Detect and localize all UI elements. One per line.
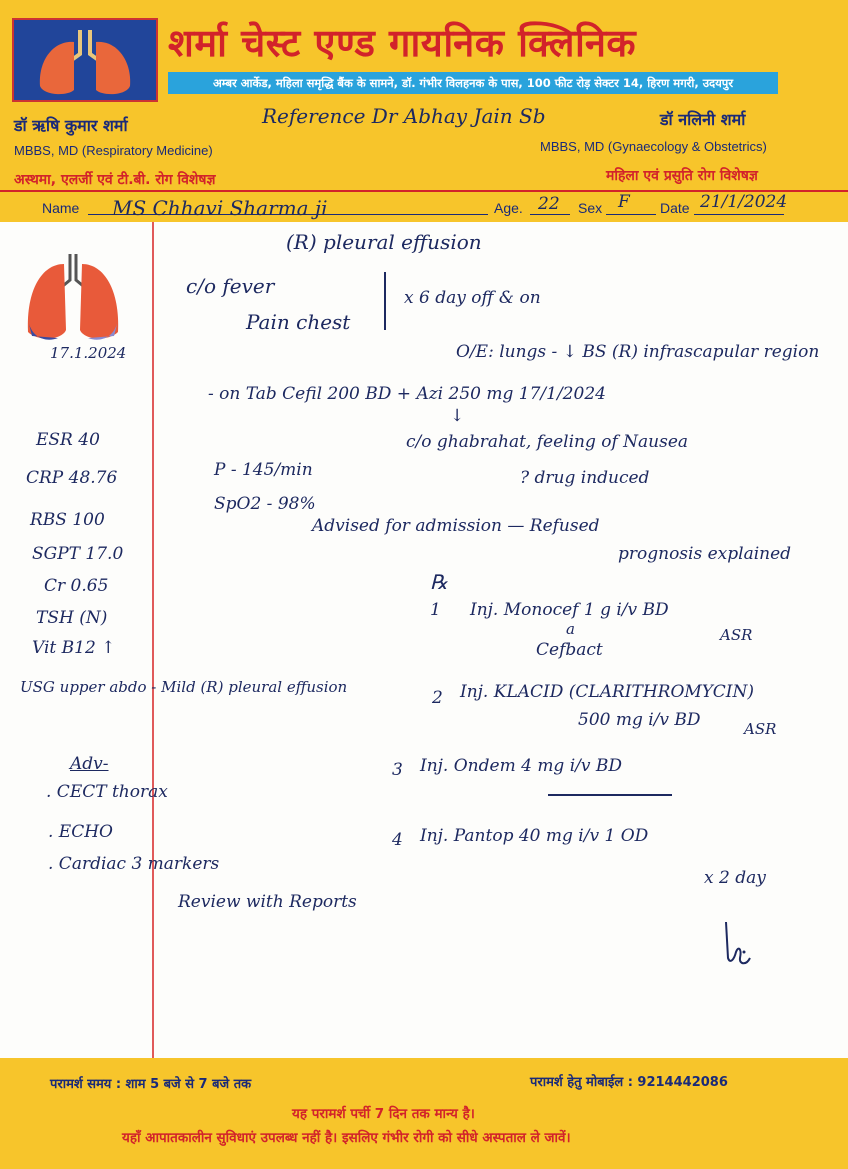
lab-sgpt: SGPT 17.0	[32, 544, 124, 564]
lab-tsh: TSH (N)	[36, 608, 108, 628]
rx-2-asr: ASR	[744, 720, 777, 738]
lab-rbs: RBS 100	[30, 510, 105, 530]
rx-2-line: Inj. KLACID (CLARITHROMYCIN)	[460, 682, 754, 702]
patient-name: MS Chhavi Sharma ji	[112, 196, 328, 220]
lab-crp: CRP 48.76	[26, 468, 118, 488]
rx-1-extra: a	[566, 620, 575, 638]
doctor-right-speciality: महिला एवं प्रसुति रोग विशेषज्ञ	[606, 168, 758, 184]
reference-note: Reference Dr Abhay Jain Sb	[262, 104, 546, 128]
complaint-nausea: c/o ghabrahat, feeling of Nausea	[406, 432, 689, 452]
review-note: Review with Reports	[178, 892, 357, 912]
sex-label: Sex	[578, 200, 603, 216]
rx-4-line: Inj. Pantop 40 mg i/v 1 OD	[420, 826, 649, 846]
clinic-name: शर्मा चेस्ट एण्ड गायनिक क्लिनिक	[168, 21, 637, 65]
complaint-fever: c/o fever	[186, 274, 275, 298]
name-label: Name	[42, 200, 80, 216]
lungs-logo-icon	[12, 18, 158, 102]
letterhead	[0, 0, 848, 222]
lab-creatinine: Cr 0.65	[44, 576, 109, 596]
lab-usg: USG upper abdo - Mild (R) pleural effusion	[20, 678, 348, 696]
date-underline	[694, 214, 784, 215]
rx-3-num: 3	[392, 760, 403, 780]
rx-1-line: Inj. Monocef 1 g i/v BD	[470, 600, 669, 620]
age-underline	[530, 214, 570, 215]
slip-validity: यह परामर्श पर्ची 7 दिन तक मान्य है।	[292, 1106, 475, 1122]
advice-cardiac: . Cardiac 3 markers	[48, 854, 220, 874]
rx-3-line: Inj. Ondem 4 mg i/v BD	[420, 756, 623, 776]
patient-sex: F	[618, 192, 630, 212]
doctor-left-degree: MBBS, MD (Respiratory Medicine)	[14, 143, 213, 158]
lab-vitb12: Vit B12 ↑	[32, 638, 116, 658]
footer	[0, 1058, 848, 1169]
emergency-note: यहाँ आपातकालीन सुविधाएं उपलब्ध नहीं है। इसलिए गंभीर रोगी को सीधे अस्पताल ले जावें।	[122, 1130, 571, 1146]
date-label: Date	[660, 200, 690, 216]
complaint-bracket	[384, 272, 386, 330]
rx-2-sub: 500 mg i/v BD	[578, 710, 701, 730]
doctor-signature	[720, 918, 760, 970]
patient-date: 21/1/2024	[700, 192, 788, 212]
rx-duration: x 2 day	[704, 868, 766, 888]
complaint-duration: x 6 day off & on	[404, 288, 541, 308]
examination: O/E: lungs - ↓ BS (R) infrascapular region	[456, 342, 820, 362]
sex-underline	[606, 214, 656, 215]
advice-heading: Adv-	[70, 754, 109, 774]
doctor-left-speciality: अस्थमा, एलर्जी एवं टी.बी. रोग विशेषज्ञ	[14, 172, 216, 188]
doctor-right-name: डॉ नलिनी शर्मा	[660, 110, 746, 129]
age-label: Age.	[494, 200, 523, 216]
consult-mobile: परामर्श हेतु मोबाईल : 9214442086	[530, 1075, 728, 1090]
admission-advice: Advised for admission — Refused	[312, 516, 600, 536]
advice-cect: . CECT thorax	[46, 782, 168, 802]
consult-timing: परामर्श समय : शाम 5 बजे से 7 बजे तक	[50, 1077, 252, 1092]
previous-treatment: - on Tab Cefil 200 BD + Azi 250 mg 17/1/2024	[208, 384, 606, 404]
margin-rule	[152, 222, 154, 1060]
lab-esr: ESR 40	[36, 430, 100, 450]
doctor-left-name: डॉ ऋषि कुमार शर्मा	[14, 116, 128, 135]
advice-echo: . ECHO	[48, 822, 113, 842]
rx-1-num: 1	[430, 600, 441, 620]
rx-4-num: 4	[392, 830, 403, 850]
arrow-down: ↓	[450, 406, 465, 426]
clinic-address: अम्बर आर्केड, महिला समृद्धि बैंक के सामने, डॉ. गंभीर विलहनक के पास, 100 फीट रोड़ सेक्टर 14, हिरण मगरी, उदयपुर	[168, 72, 778, 94]
drug-induced-note: ? drug induced	[520, 468, 650, 488]
complaint-chest-pain: Pain chest	[246, 310, 351, 334]
rx-symbol: ℞	[430, 570, 448, 594]
doctor-right-degree: MBBS, MD (Gynaecology & Obstetrics)	[540, 139, 767, 154]
spo2: SpO2 - 98%	[214, 494, 316, 514]
rx-3-separator	[548, 794, 672, 796]
prognosis-note: prognosis explained	[618, 544, 792, 564]
patient-age: 22	[538, 194, 560, 214]
rx-2-num: 2	[432, 688, 443, 708]
diagnosis: (R) pleural effusion	[286, 230, 482, 254]
visit-date: 17.1.2024	[50, 344, 127, 362]
rx-1-sub: Cefbact	[536, 640, 603, 660]
pulse: P - 145/min	[214, 460, 313, 480]
rx-1-asr: ASR	[720, 626, 753, 644]
side-lungs-icon	[18, 250, 128, 345]
